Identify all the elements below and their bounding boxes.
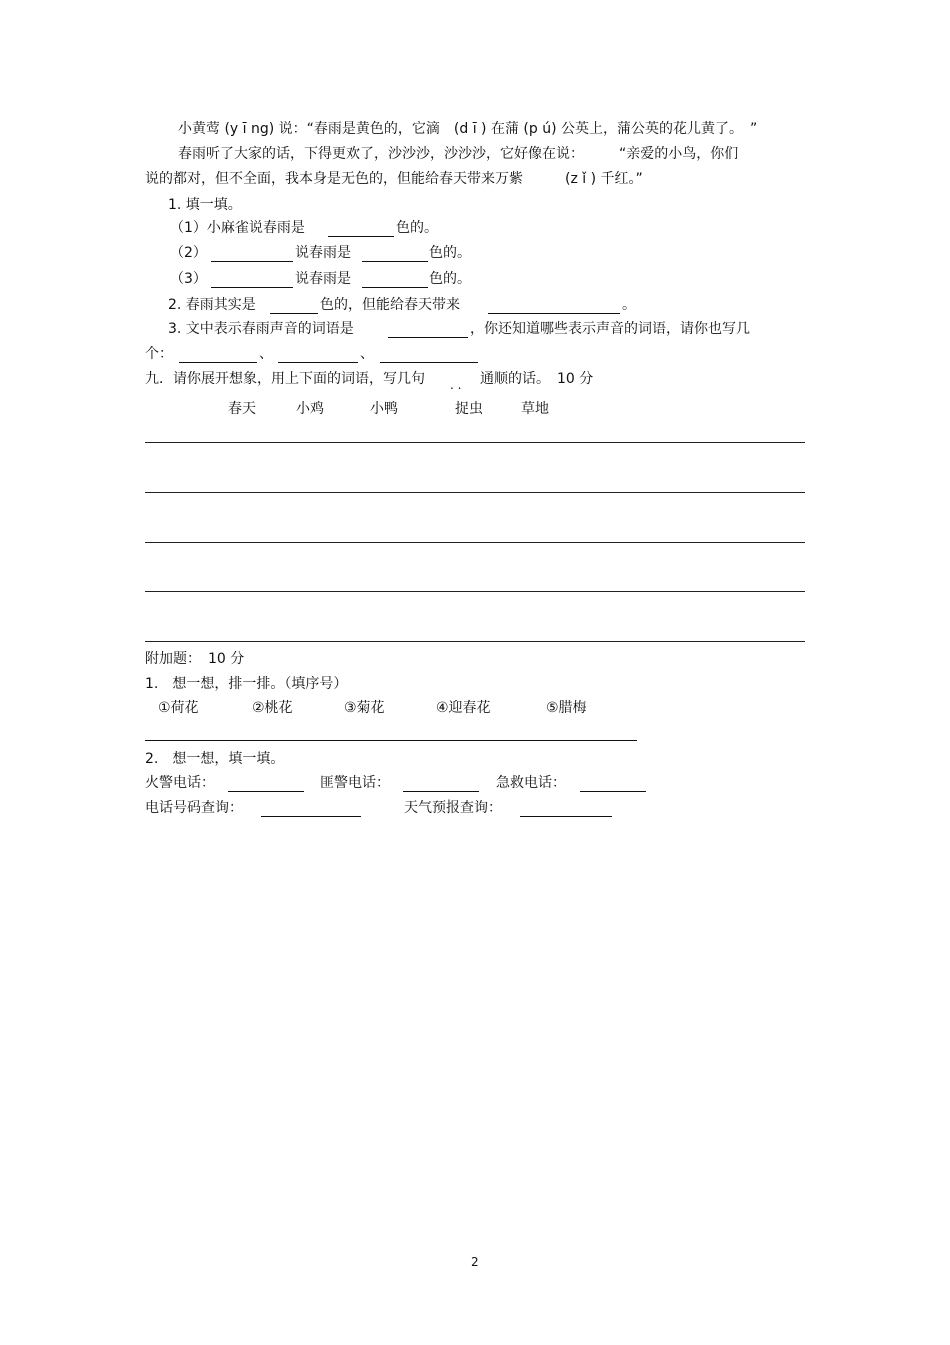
section9-text: 九．请你展开想象，用上下面的词语，写几句 — [145, 371, 425, 387]
q2-prefix: 2. 春雨其实是 — [168, 297, 256, 313]
word-catch-bugs: 捉虫 — [455, 401, 483, 417]
ambulance-label: 急救电话： — [496, 775, 566, 791]
writing-line-1[interactable] — [145, 442, 805, 443]
word-spring: 春天 — [228, 401, 256, 417]
bonus-q1-title: 1. 想一想，排一排。（填序号） — [145, 676, 348, 692]
fire-blank[interactable] — [228, 791, 304, 792]
q1-c-mid: 说春雨是 — [295, 271, 351, 287]
q3-blank-3[interactable] — [380, 362, 478, 363]
word-grass: 草地 — [521, 401, 549, 417]
writing-line-2[interactable] — [145, 492, 805, 493]
police-label: 匪警电话： — [320, 775, 390, 791]
q1-a-blank[interactable] — [328, 236, 394, 237]
word-duckling: 小鸭 — [370, 401, 398, 417]
passage-line-2: 春雨听了大家的话，下得更欢了，沙沙沙，沙沙沙，它好像在说： “亲爱的小鸟，你们 — [178, 146, 739, 162]
flower-wintersweet: ⑤腊梅 — [546, 700, 587, 716]
police-blank[interactable] — [403, 791, 479, 792]
q2-blank-1[interactable] — [270, 313, 318, 314]
q1-b-blank-1[interactable] — [211, 261, 293, 262]
word-chick: 小鸡 — [296, 401, 324, 417]
ambulance-blank[interactable] — [580, 791, 646, 792]
flower-peach: ②桃花 — [252, 700, 293, 716]
q1-b-mid: 说春雨是 — [295, 245, 351, 261]
fire-label: 火警电话： — [145, 775, 215, 791]
q1-b-prefix: （2） — [170, 245, 207, 261]
q1-c-suffix: 色的。 — [429, 271, 471, 287]
q1-a-suffix: 色的。 — [396, 220, 438, 236]
q2-suffix: 。 — [622, 297, 636, 313]
bonus-q1-answer-line[interactable] — [145, 740, 637, 741]
flower-chrysanthemum: ③菊花 — [344, 700, 385, 716]
q3-blank-main[interactable] — [388, 337, 468, 338]
passage-line-3: 说的都对，但不全面，我本身是无色的，但能给春天带来万紫 (z ǐ ) 千红。” — [145, 171, 643, 187]
q1-b-suffix: 色的。 — [429, 245, 471, 261]
bonus-title: 附加题： 10 分 — [145, 651, 245, 667]
q3-sep-2: 、 — [360, 346, 374, 362]
q3-sep-1: 、 — [259, 346, 273, 362]
q1-c-blank-2[interactable] — [362, 287, 428, 288]
page-number: 2 — [471, 1255, 479, 1269]
flower-winter-jasmine: ④迎春花 — [436, 700, 491, 716]
q2-mid: 色的，但能给春天带来 — [320, 297, 460, 313]
section9-emphasis-dots: . . — [450, 378, 462, 392]
weather-query-label: 天气预报查询： — [404, 800, 502, 816]
q2-blank-2[interactable] — [488, 313, 620, 314]
q1-title: 1. 填一填。 — [168, 197, 242, 213]
q1-c-blank-1[interactable] — [211, 287, 293, 288]
phone-query-label: 电话号码查询： — [145, 800, 243, 816]
q3-mid: ，你还知道哪些表示声音的词语，请你也写几 — [470, 321, 750, 337]
weather-query-blank[interactable] — [520, 816, 612, 817]
bonus-q2-title: 2. 想一想，填一填。 — [145, 751, 285, 767]
section9-text-2: 通顺的话。 10 分 — [480, 371, 594, 387]
q1-a-prefix: （1）小麻雀说春雨是 — [170, 220, 305, 236]
writing-line-5[interactable] — [145, 641, 805, 642]
q3-blank-1[interactable] — [179, 362, 257, 363]
q1-b-blank-2[interactable] — [362, 261, 428, 262]
phone-query-blank[interactable] — [261, 816, 361, 817]
q1-c-prefix: （3） — [170, 271, 207, 287]
writing-line-3[interactable] — [145, 542, 805, 543]
q3-prefix: 3. 文中表示春雨声音的词语是 — [168, 321, 354, 337]
writing-line-4[interactable] — [145, 591, 805, 592]
q3-blank-2[interactable] — [278, 362, 358, 363]
flower-lotus: ①荷花 — [158, 700, 199, 716]
q3-line2-prefix: 个： — [145, 346, 173, 362]
passage-line-1: 小黄莺 (y ī ng) 说：“春雨是黄色的，它滴 (d ī ) 在蒲 (p ú) 公英上，蒲公英的花儿黄了。 ” — [178, 121, 758, 137]
